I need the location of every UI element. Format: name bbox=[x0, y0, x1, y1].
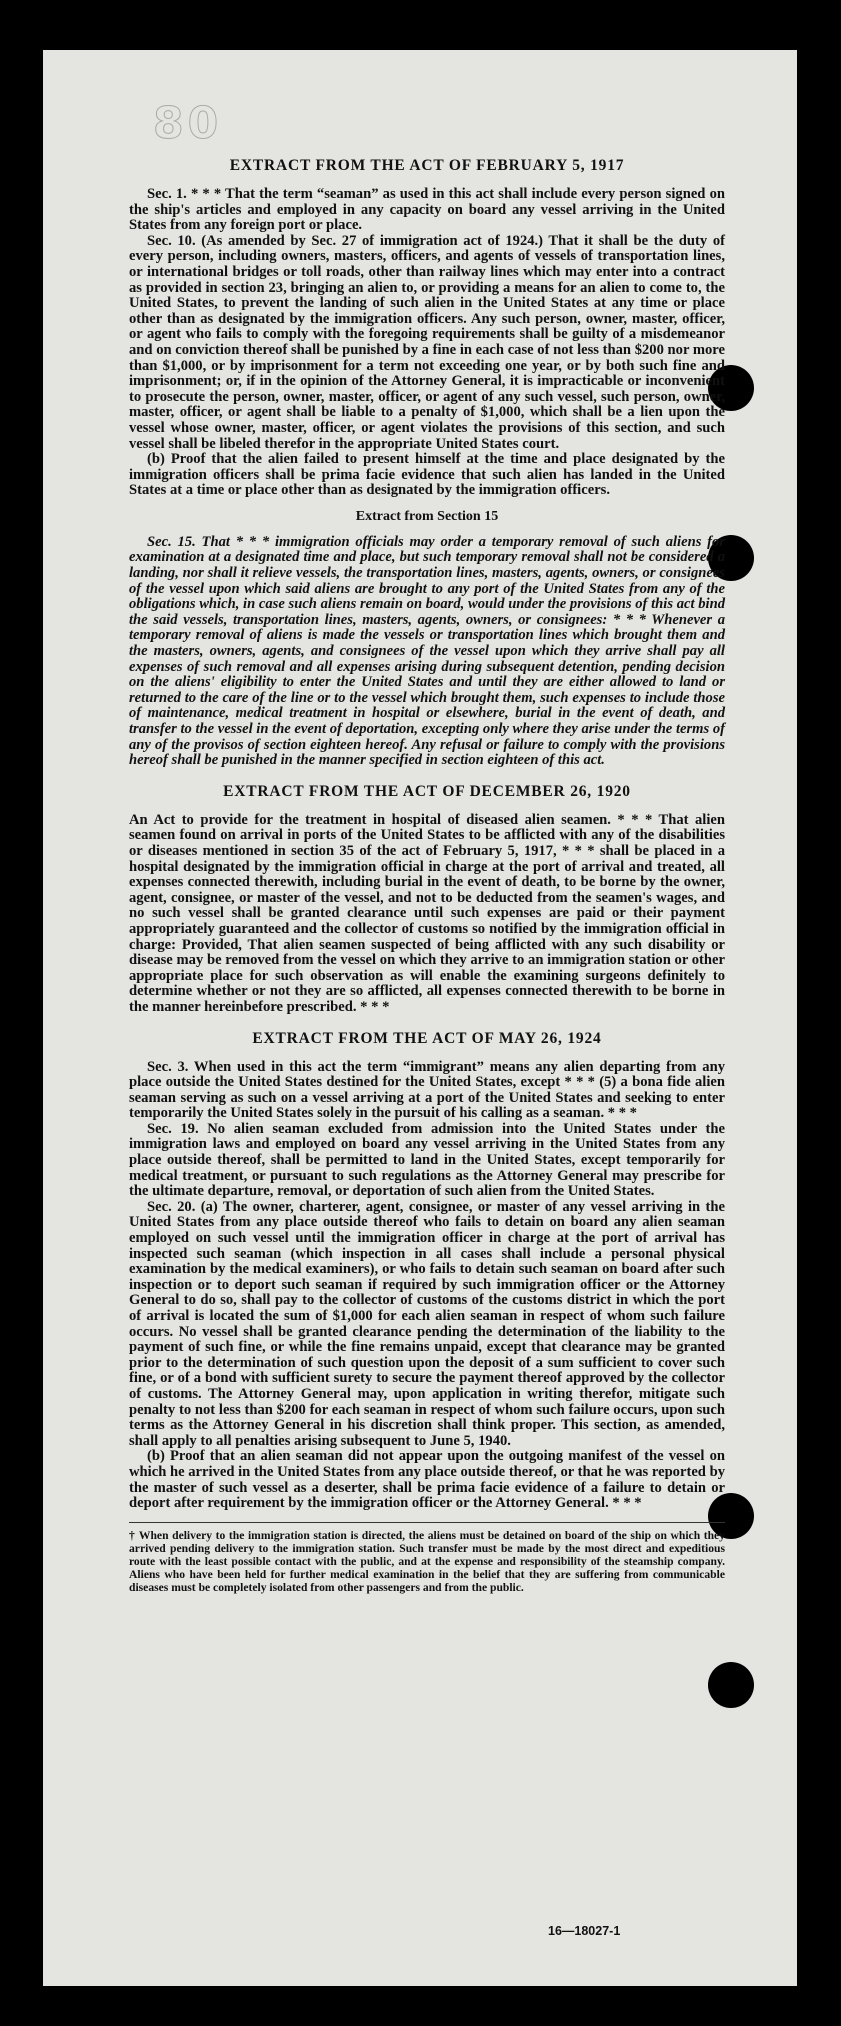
heading-act-1917: EXTRACT FROM THE ACT OF FEBRUARY 5, 1917 bbox=[229, 157, 625, 174]
section-15-paragraph: Sec. 15. That * * * immigration officials may order a temporary removal of such aliens for examination at a designated time and place, but such temporary removal shall not be considered a landing, nor shall it relieve vessels, the transportation lines, masters, agents, owners, or consignees of the vessel upon which said aliens are brought to any port of the United States from any of the obligations which, in case such aliens remain on board, would under the provisions of this act bind the said vessels, transportation lines, masters, agents, owners, or consignees: * * * Whenever a temporary removal of aliens is made the vessels or transportation lines which brought them and the masters, owners, agents, and consignees of the vessel upon which they arrive shall pay all expenses of such removal and all expenses arising during subsequent detention, pending decision on the aliens' eligibility to enter the United States and until they are either allowed to land or returned to the care of the line or to the vessel which brought them, such expenses to include those of maintenance, medical treatment in hospital or elsewhere, burial in the event of death, and transfer to the vessel in the event of deportation, excepting only where they arise under the terms of any of the provisos of section eighteen hereof. Any refusal or failure to comply with the provisions hereof shall be punished in the manner specified in section eighteen of this act. bbox=[129, 533, 725, 769]
heading-act-1924: EXTRACT FROM THE ACT OF MAY 26, 1924 bbox=[252, 1029, 602, 1047]
subheading-section-15: Extract from Section 15 bbox=[355, 508, 499, 524]
faint-stamp: 80 bbox=[153, 98, 223, 149]
footnote: † When delivery to the immigration station is directed, the aliens must be detained on board of the ship on which they arrived pending delivery to the immigration station. Such transfer must be made by the most direct and expeditious route with the least possible contact with the public, and at the expense and responsibility of the steamship company. Aliens who have been held for further medical examination in the belief that they are suffering from communicable diseases must be completely isolated from other passengers and from the public. bbox=[129, 1522, 725, 1594]
section-10-b-paragraph: (b) Proof that the alien failed to present himself at the time and place designated by the immigration officers shall be prima facie evidence that such alien has landed in the United States at a time or place other than as designated by the immigration officers. bbox=[129, 451, 725, 499]
punch-hole bbox=[708, 1662, 754, 1708]
form-code: 16—18027-1 bbox=[548, 1924, 621, 1938]
section-3-paragraph: Sec. 3. When used in this act the term “immigrant” means any alien departing from any place outside the United States destined for the United States, except * * * (5) a bona fide alien seaman serving as such on a vessel arriving at a port of the United States and seeking to enter temporarily the United States solely in the pursuit of his calling as a seaman. * * * bbox=[129, 1058, 725, 1122]
section-10-paragraph: Sec. 10. (As amended by Sec. 27 of immigration act of 1924.) That it shall be the duty of every person, including owners, masters, officers, and agents of vessels of transportation lines, or international bridges or toll roads, other than railway lines which may enter into a contract as provided in section 23, bringing an alien to, or providing a means for an alien to come to, the United States, to prevent the landing of such alien in the United States at any time or place other than as designated by the immigration officers. Any such person, owner, master, officer, or agent who fails to comply with the foregoing requirements shall be guilty of a misdemeanor and on conviction thereof shall be punished by a fine in each case of not less than $200 nor more than $1,000, or by imprisonment for a term not exceeding one year, or by both such fine and imprisonment; or, if in the opinion of the Attorney General, it is impracticable or inconvenient to prosecute the person, owner, master, officer, or agent of any such vessel, such person, owner, master, officer, or agent shall be liable to a penalty of $1,000, which shall be a lien upon the vessel whose owner, master, officer, or agent violates the provisions of this section, and such vessel shall be libeled therefor in the appropriate United States court. bbox=[129, 232, 725, 452]
section-1-paragraph: Sec. 1. * * * That the term “seaman” as used in this act shall include every person signed on the ship's articles and employed in any capacity on board any vessel arriving in the United States from any foreign port or place. bbox=[129, 186, 725, 234]
section-20-b-paragraph: (b) Proof that an alien seaman did not appear upon the outgoing manifest of the vessel on which he arrived in the United States from any place outside thereof, or that he was reported by the master of such vessel as a deserter, shall be prima facie evidence of a failure to detain or deport after requirement by the immigration officer or the Attorney General. * * * bbox=[129, 1448, 725, 1512]
section-19-paragraph: Sec. 19. No alien seaman excluded from admission into the United States under the immigration laws and employed on board any vessel arriving in the United States from any place outside thereof, shall be permitted to land in the United States, except temporarily for medical treatment, or pursuant to such regulations as the Attorney General may prescribe for the ultimate departure, removal, or deportation of such alien from the United States. bbox=[129, 1120, 725, 1200]
act-1920-paragraph: An Act to provide for the treatment in hospital of diseased alien seamen. * * * That alien seamen found on arrival in ports of the United States to be afflicted with any of the disabilities or diseases mentioned in section 35 of the act of February 5, 1917, * * * shall be placed in a hospital designated by the immigration official in charge at the port of arrival and treated, all expenses connected therewith, including burial in the event of death, to be borne by the owner, agent, consignee, or master of the vessel, and not to be deducted from the seamen's wages, and no such vessel shall be granted clearance until such expenses are paid or their payment appropriately guaranteed and the collector of customs so notified by the immigration official in charge: Provided, That alien seamen suspected of being afflicted with any such disability or disease may be removed from the vessel on which they arrive to an immigration station or other appropriate place for such observation as will enable the examining surgeons definitely to determine whether or not they are so afflicted, all expenses connected therewith to be borne in the manner hereinbefore prescribed. * * * bbox=[129, 811, 725, 1015]
section-20-a-paragraph: Sec. 20. (a) The owner, charterer, agent, consignee, or master of any vessel arriving in the United States from any place outside thereof who fails to detain on board any alien seaman employed on such vessel until the immigration officer in charge at the port of arrival has inspected such seaman (which inspection in all cases shall include a personal physical examination by the medical examiners), or who fails to detain such seaman on board after such inspection or to deport such seaman if required by such immigration officer or the Attorney General to do so, shall pay to the collector of customs of the customs district in which the port of arrival is located the sum of $1,000 for each alien seaman in respect of whom such failure occurs. No vessel shall be granted clearance pending the determination of the liability to the payment of such fine, or while the fine remains unpaid, except that clearance may be granted prior to the determination of such question upon the deposit of a sum sufficient to cover such fine, or of a bond with sufficient surety to secure the payment thereof approved by the collector of customs. The Attorney General may, upon application in writing therefor, mitigate such penalty to not less than $200 for each seaman in respect of whom such failure occurs, upon such terms as the Attorney General in his discretion shall think proper. This section, as amended, shall apply to all penalties arising subsequent to June 5, 1940. bbox=[129, 1198, 725, 1449]
document-page bbox=[43, 50, 797, 1986]
document-body bbox=[129, 157, 725, 1594]
heading-act-1920: EXTRACT FROM THE ACT OF DECEMBER 26, 1920 bbox=[223, 782, 631, 800]
